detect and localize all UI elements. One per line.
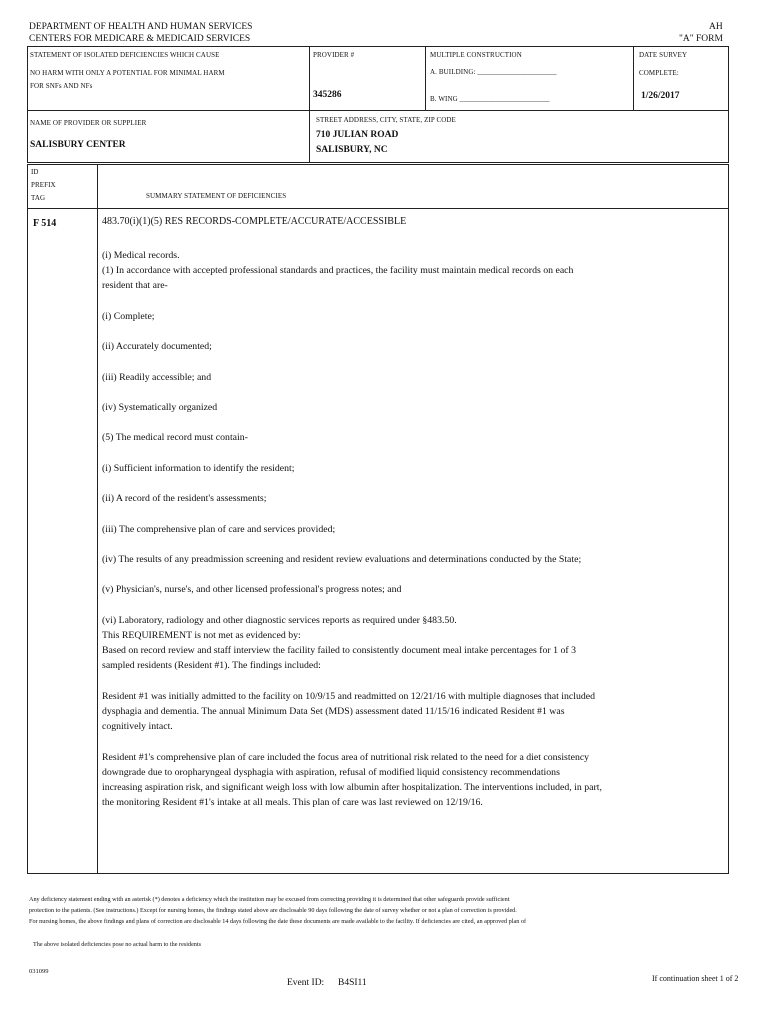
summary-paragraph: (ii) A record of the resident's assessments; <box>102 493 267 505</box>
date-survey-label: DATE SURVEY <box>639 51 688 59</box>
deficiency-tag: F 514 <box>33 218 57 229</box>
isolated-deficiencies-note: The above isolated deficiencies pose no actual harm to the residents <box>33 941 202 948</box>
summary-paragraph: Resident #1 was initially admitted to the facility on 10/9/15 and readmitted on 12/21/16 with multiple diagnoses that included dysphagia and dementia. The annual Minimum Data Set (MDS) assessment dated 11/15/16 indicated Resident #1 was cognitively intact. <box>102 690 596 733</box>
summary-paragraph: (vi) Laboratory, radiology and other diagnostic services reports as required under §483.50. This REQUIREMENT is not met as evidenced by: Based on record review and staff interview the facility failed to consistently document meal intake percentages for 1 of 3 sampled residents (Resident #1). The findings included: <box>102 614 576 672</box>
form-type: "A" FORM <box>679 34 723 44</box>
summary-paragraph: (iii) The comprehensive plan of care and services provided; <box>102 523 336 535</box>
form-number: 031099 <box>29 968 49 975</box>
harm-label: NO HARM WITH ONLY A POTENTIAL FOR MINIMAL HARM <box>30 69 225 77</box>
event-id-value: B4SI11 <box>338 978 367 988</box>
prefix-label: PREFIX <box>31 181 56 189</box>
summary-paragraph: (ii) Accurately documented; <box>102 341 212 353</box>
provider-number: 345286 <box>313 90 342 100</box>
snf-label: FOR SNFs AND NFs <box>30 82 93 90</box>
deficiency-heading: 483.70(i)(1)(5) RES RECORDS-COMPLETE/ACCURATE/ACCESSIBLE <box>102 216 407 227</box>
summary-paragraph: (i) Medical records. (1) In accordance with accepted professional standards and practices, the facility must maintain medical records on each resident that are- <box>102 250 574 292</box>
id-label: ID <box>31 168 39 176</box>
summary-paragraph: (iv) Systematically organized <box>102 401 218 413</box>
address-line-2: SALISBURY, NC <box>316 145 388 155</box>
summary-label: SUMMARY STATEMENT OF DEFICIENCIES <box>146 192 287 200</box>
provider-label: PROVIDER # <box>313 51 355 59</box>
summary-paragraph: (5) The medical record must contain- <box>102 432 248 444</box>
summary-paragraph: (iv) The results of any preadmission screening and resident review evaluations and determinations conducted by the State; <box>102 553 582 565</box>
complete-label: COMPLETE: <box>639 69 679 77</box>
disclaimer-line-1: Any deficiency statement ending with an asterisk (*) denotes a deficiency which the institution may be excused from correcting providing it is determined that other safeguards provide sufficient <box>29 896 510 903</box>
continuation-sheet: If continuation sheet 1 of 2 <box>652 974 739 983</box>
summary-paragraph: (i) Complete; <box>102 310 155 322</box>
deficiency-summary-body <box>102 248 602 826</box>
summary-paragraph: Resident #1's comprehensive plan of care included the focus area of nutritional risk related to the need for a diet consistency downgrade due to oropharyngeal dysphagia with aspiration, refusal of modified liquid consistency recommendations increasing aspiration risk, and significant weigh loss with low albumin after hospitalization. The interventions included, in part, the monitoring Resident #1's intake at all meals. This plan of care was last reviewed on 12/19/16. <box>102 751 602 809</box>
building-label: A. BUILDING: ______________________ <box>430 68 557 76</box>
disclaimer-line-2: protection to the patients. (See instructions.) Except for nursing homes, the findings stated above are disclosable 90 days following the date of survey whether or not a plan of correction is provided. <box>29 907 517 914</box>
centers-title: CENTERS FOR MEDICARE & MEDICAID SERVICES <box>29 34 251 44</box>
department-title: DEPARTMENT OF HEALTH AND HUMAN SERVICES <box>29 22 253 32</box>
disclaimer-line-3: For nursing homes, the above findings and plans of correction are disclosable 14 days following the date these documents are made available to the facility. If deficiencies are cited, an approved plan of <box>29 918 527 925</box>
form-code-ah: AH <box>709 22 723 32</box>
wing-label: B. WING _________________________ <box>430 95 550 103</box>
provider-name: SALISBURY CENTER <box>30 140 126 150</box>
address-label: STREET ADDRESS, CITY, STATE, ZIP CODE <box>316 116 456 124</box>
statement-label: STATEMENT OF ISOLATED DEFICIENCIES WHICH CAUSE <box>30 51 220 59</box>
tag-label: TAG <box>31 194 46 202</box>
address-line-1: 710 JULIAN ROAD <box>316 130 399 140</box>
event-id-label: Event ID: <box>287 978 325 988</box>
summary-paragraph: (v) Physician's, nurse's, and other licensed professional's progress notes; and <box>102 584 402 596</box>
provider-name-label: NAME OF PROVIDER OR SUPPLIER <box>30 119 147 127</box>
summary-paragraph: (iii) Readily accessible; and <box>102 371 212 383</box>
survey-date: 1/26/2017 <box>641 91 680 101</box>
multiple-construction-label: MULTIPLE CONSTRUCTION <box>430 51 522 59</box>
summary-paragraph: (i) Sufficient information to identify the resident; <box>102 462 295 474</box>
